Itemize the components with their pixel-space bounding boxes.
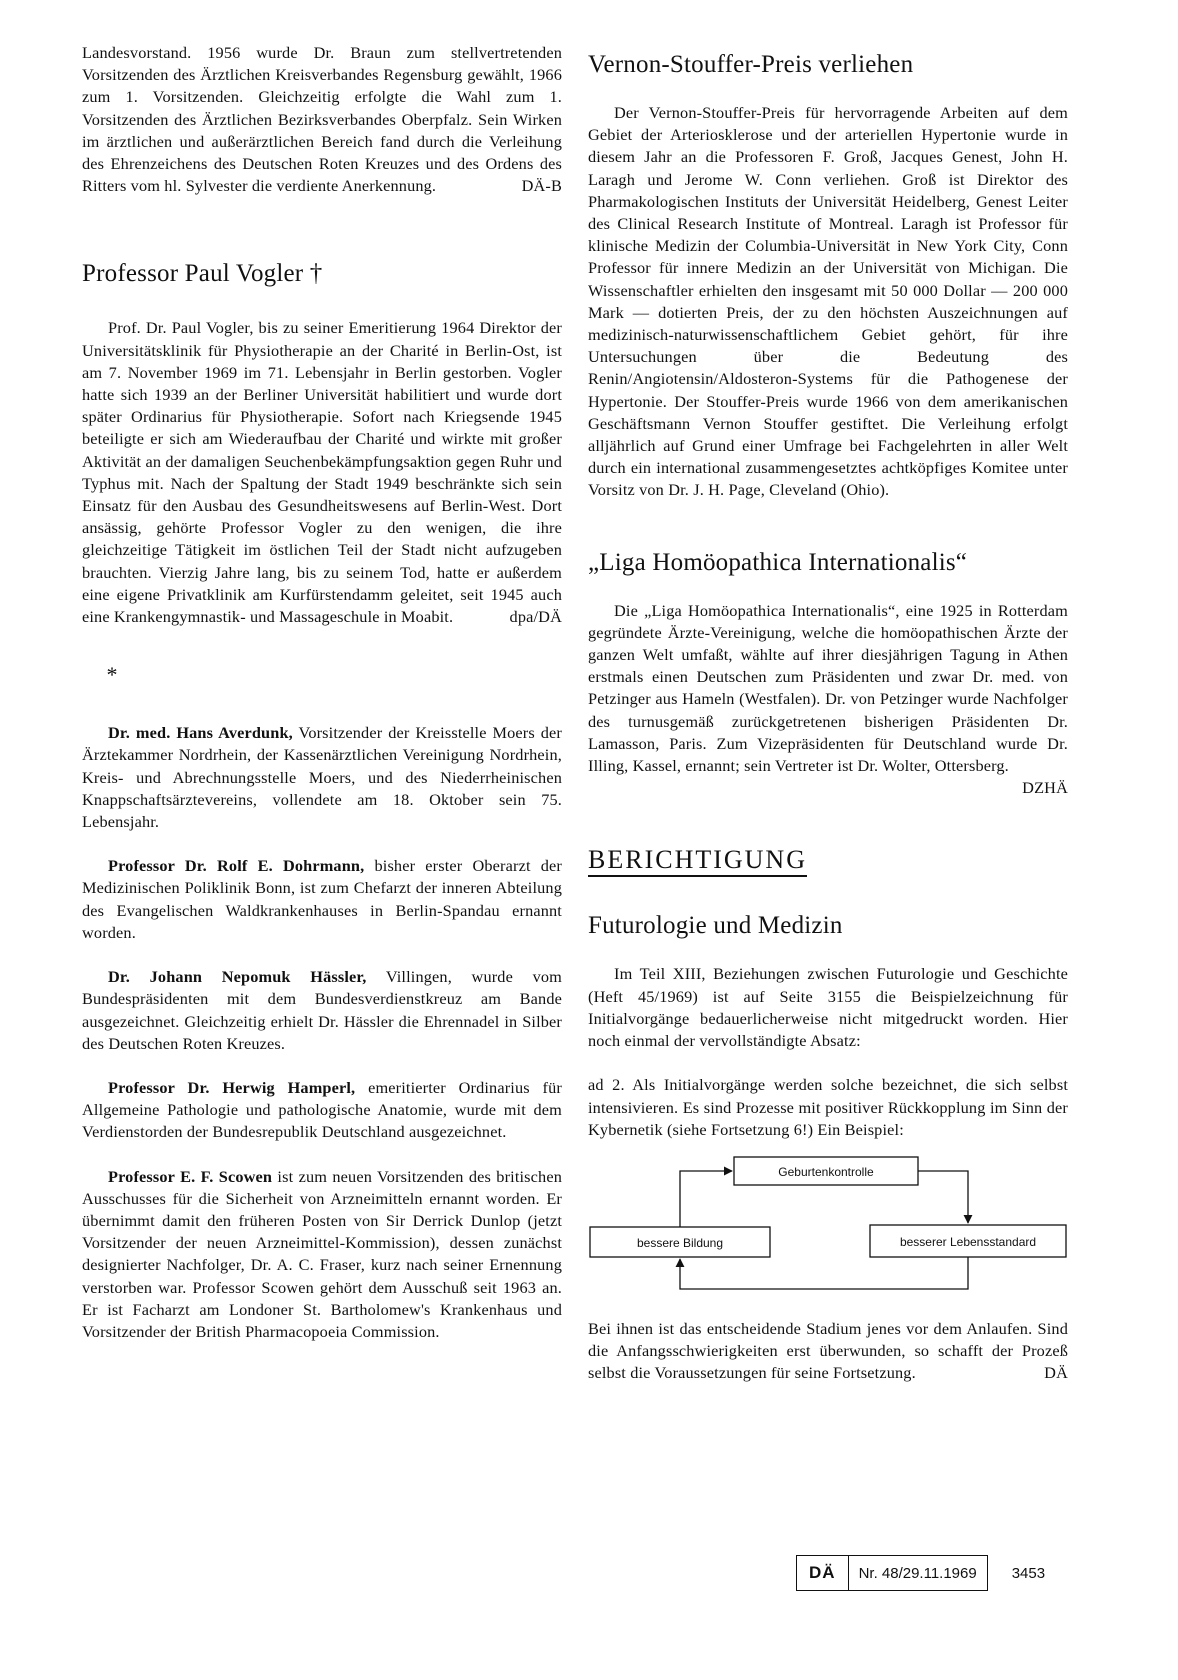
person-name: Dr. med. Hans Averdunk, — [108, 723, 293, 743]
personalia-hamperl: Professor Dr. Herwig Hamperl, emeritierter Ordinarius für Allgemeine Pathologie und pathologische Anatomie, wurde mit dem Verdienstorden der Bundesrepublik Deutschland ausgezeichnet. — [82, 1077, 562, 1142]
diagram-label-top: Geburtenkontrolle — [778, 1164, 874, 1179]
personalia-scowen: Professor E. F. Scowen ist zum neuen Vorsitzenden des britischen Ausschusses für die Sicherheit von Arzneimitteln ernannt worden. Er übernimmt damit den früheren Posten von Sir Derrick Dunlop (jetzt Vorsitzender der neuen Arzneimittel-Kommission), dessen zunächst designierter Nachfolger, Dr. A. C. Fraser, kurz nach seiner Ernennung verstorben war. Professor Scowen gehört dem Ausschuß seit 1963 an. Er ist Facharzt am Londoner St. Bartholomew's Krankenhaus und Vorsitzender der British Pharmacopoeia Commission. — [82, 1166, 562, 1341]
person-name: Professor Dr. Herwig Hamperl, — [108, 1077, 356, 1097]
berichtigung-heading: BERICHTIGUNG — [588, 845, 807, 877]
ad2-paragraph: ad 2. Als Initialvorgänge werden solche bezeichnet, die sich selbst intensivieren. Es sind Prozesse mit positiver Rückkopplung im Sinn der Kybernetik (siehe Fortsetzung 6!) Ein Beispiel: — [588, 1075, 1068, 1139]
personalia-averdunk: Dr. med. Hans Averdunk, Vorsitzender der Kreisstelle Moers der Ärztekammer Nordrhein, der Kassenärztlichen Vereinigung Nordrhein, Kreis- und Abrechnungsstelle Moers, und des Niederrheinischen Knappschaftsärztevereins, vollendete am 18. Oktober sein 75. Lebensjahr. — [82, 723, 562, 832]
closing-signature: DÄ — [1044, 1363, 1068, 1383]
personalia-haessler: Dr. Johann Nepomuk Hässler, Villingen, wurde vom Bundespräsidenten mit dem Bundesverdienstkreuz am Bande ausgezeichnet. Gleichzeitig erhielt Dr. Hässler die Ehrennadel in Silber des Deutschen Roten Kreuzes. — [82, 967, 562, 1053]
diagram-label-left: bessere Bildung — [636, 1235, 724, 1250]
page-number: 3453 — [1011, 1564, 1046, 1582]
diagram-arrow-right-to-left — [680, 1257, 968, 1289]
diagram-label-right: besserer Lebensstandard — [899, 1234, 1037, 1249]
diagram-arrow-left-to-top — [680, 1171, 732, 1227]
intro-signature: DÄ-B — [521, 176, 562, 196]
stouffer-paragraph: Der Vernon-Stouffer-Preis für hervorragende Arbeiten auf dem Gebiet der Arteriosklerose und der arteriellen Hypertonie wurde in diesem Jahr an die Professoren F. Groß, Jacques Genest, John H. Laragh und Jerome W. Conn verliehen. Groß ist Direktor des Pharmakologischen Instituts der Universität Heidelberg, Genest Leiter des Clinical Research Institute of Montreal. Laragh ist Professor für klinische Medizin der Columbia-Universität in New York City, Conn Professor für innere Medizin an der Universität von Michigan. Die Wissenschaftler erhielten den insgesamt mit 50 000 Dollar — 200 000 Mark — dotierten Preis, der zu den höchsten Auszeichnungen auf medizinisch-naturwissenschaftlichem Gebiet gehört, für ihre Untersuchungen über die Bedeutung des Renin/Angiotensin/Aldosteron-Systems für die Pathogenese der Hypertonie. Der Stouffer-Preis wurde 1966 von dem amerikanischen Geschäftsmann Vernon Stouffer gestiftet. Die Verleihung erfolgt alljährlich auf Grund einer Umfrage bei Fachgelehrten in aller Welt durch ein international zusammengesetztes achtköpfiges Komitee unter Vorsitz von Dr. J. H. Page, Cleveland (Ohio). — [588, 103, 1068, 500]
person-name: Professor E. F. Scowen — [108, 1166, 273, 1186]
journal-logo: DÄ — [797, 1556, 849, 1590]
vogler-paragraph: Prof. Dr. Paul Vogler, bis zu seiner Emeritierung 1964 Direktor der Universitätsklinik für Physiotherapie an der Charité in Berlin-Ost, ist am 7. November 1969 im 71. Lebensjahr in Berlin gestorben. Vogler hatte sich 1939 an der Berliner Universität habilitiert und wurde dort später Ordinarius für Physiotherapie. Sofort nach Kriegsende 1945 beteiligte er sich am Wiederaufbau der Charité und wirkte mit großer Aktivität an der damaligen Seuchenbekämpfungsaktion gegen Ruhr und Typhus mit. Nach der Spaltung der Stadt 1949 beschränkte sich sein Einsatz für den Ausbau des Gesundheitswesens auf Berlin-West. Dort ansässig, gehörte Professor Vogler zu den wenigen, die ihre gleichzeitige Tätigkeit im östlichen Teil der Stadt nicht aufzugeben brauchten. Vierzig Jahre lang, bis zu seinem Tod, hatte er außerdem eine eigene Privatklinik am Kurfürstendamm geleitet, seit 1945 auch eine Krankengymnastik- und Massageschule in Moabit. dpa/DÄ — [82, 317, 562, 628]
liga-paragraph: Die „Liga Homöopathica Internationalis“, eine 1925 in Rotterdam gegründete Ärzte-Vereinigung, welche die homöopathischen Ärzte der ganzen Welt umfaßt, wählte auf ihrer diesjährigen Tagung in Athen erstmals einen Deutschen zum Präsidenten und zwar Dr. med. von Petzinger aus Hameln (Westfalen). Dr. von Petzinger wurde Nachfolger des turnusgemäß zurückgetretenen bisherigen Präsidenten Dr. Lamasson, Paris. Zum Vizepräsidenten für Deutschland wurde Dr. Illing, Kassel, ernannt; sein Vertreter ist Dr. Wolter, Ottersberg. DZHÄ — [588, 600, 1068, 800]
vogler-signature: dpa/DÄ — [509, 607, 562, 627]
liga-signature: DZHÄ — [1022, 778, 1068, 798]
futurologie-paragraph: Im Teil XIII, Beziehungen zwischen Futurologie und Geschichte (Heft 45/1969) ist auf Seite 3155 die Beispielzeichnung für Initialvorgänge bedauerlicherweise nicht mitgedruckt worden. Hier noch einmal der vervollständigte Absatz: — [588, 964, 1068, 1051]
left-column — [82, 42, 562, 1343]
right-column — [588, 42, 1068, 1385]
liga-heading: „Liga Homöopathica Internationalis“ — [588, 548, 968, 576]
diagram-arrow-top-to-right — [918, 1171, 968, 1223]
feedback-loop-diagram — [588, 1149, 1068, 1309]
person-name: Professor Dr. Rolf E. Dohrmann, — [108, 856, 365, 876]
issue-date: Nr. 48/29.11.1969 — [858, 1564, 977, 1582]
intro-paragraph: Landesvorstand. 1956 wurde Dr. Braun zum stellvertretenden Vorsitzenden des Ärztlichen Kreisverbandes Regensburg gewählt, 1966 zum 1. Vorsitzenden. Gleichzeitig erfolgte die Wahl zum 1. Vorsitzenden des Ärztlichen Bezirksverbandes Oberpfalz. Sein Wirken im ärztlichen und außerärztlichen Bereich fand durch die Verleihung des Ehrenzeichens des Deutschen Roten Kreuzes und des Ordens des Ritters vom hl. Sylvester die verdiente Anerkennung. DÄ-B — [82, 42, 562, 197]
page-footer — [796, 1555, 1045, 1591]
person-name: Dr. Johann Nepomuk Hässler, — [108, 967, 367, 987]
personalia-dohrmann: Professor Dr. Rolf E. Dohrmann, bisher erster Oberarzt der Medizinischen Poliklinik Bonn, ist zum Chefarzt der inneren Abteilung des Evangelischen Waldkrankenhauses in Berlin-Spandau ernannt worden. — [82, 856, 562, 942]
closing-paragraph: Bei ihnen ist das entscheidende Stadium jenes vor dem Anlaufen. Sind die Anfangsschwierigkeiten erst überwunden, so schafft der Prozeß selbst die Voraussetzungen für seine Fortsetzung. DÄ — [588, 1318, 1068, 1385]
vogler-heading: Professor Paul Vogler † — [82, 260, 323, 288]
futurologie-heading: Futurologie und Medizin — [588, 912, 843, 940]
footer-journal-box — [796, 1555, 988, 1591]
stouffer-heading: Vernon-Stouffer-Preis verliehen — [588, 51, 914, 78]
separator-star: * — [106, 662, 118, 688]
